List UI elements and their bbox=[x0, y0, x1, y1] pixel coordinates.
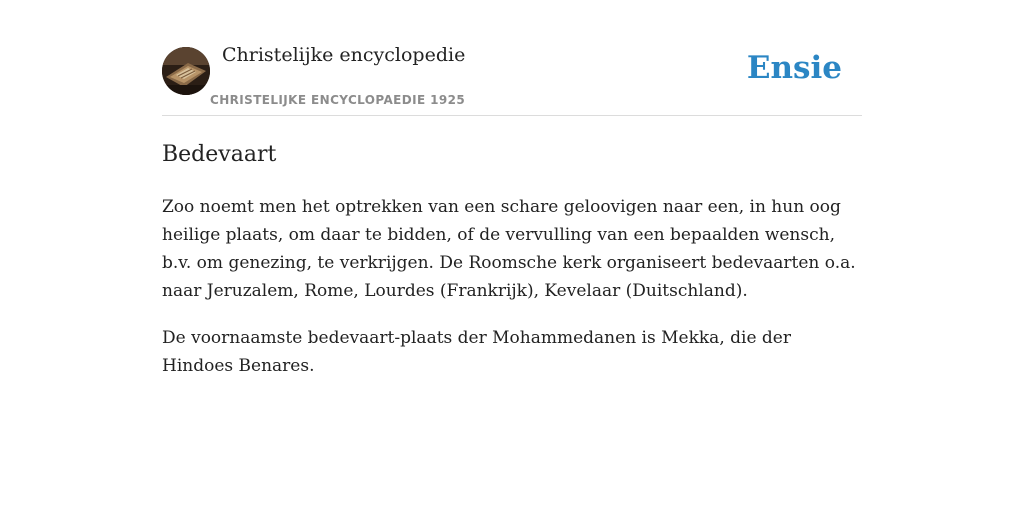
article-paragraph: De voornaamste bedevaart-plaats der Mohammedanen is Mekka, die der Hindoes Benares. bbox=[162, 328, 791, 376]
article-paragraph: Zoo noemt men het optrekken van een schare geloovigen naar een, in hun oog heilige plaats, om daar te bidden, of de vervulling van een bepaalden wensch, b.v. om genezing, te verkrijgen. De Roomsche kerk organiseert bedevaarten o.a. naar Jeruzalem, Rome, Lourdes (Frankrijk), Kevelaar (Duitschland). bbox=[162, 197, 856, 301]
content-container bbox=[162, 0, 862, 380]
article-body bbox=[162, 193, 862, 380]
source-subtitle: CHRISTELIJKE ENCYCLOPAEDIE 1925 bbox=[210, 93, 466, 107]
source-title[interactable]: Christelijke encyclopedie bbox=[222, 44, 466, 66]
article-title: Bedevaart bbox=[162, 142, 277, 167]
book-cover-icon[interactable] bbox=[162, 47, 210, 95]
source-header bbox=[162, 0, 862, 116]
brand-logo-link[interactable]: Ensie bbox=[746, 50, 842, 86]
